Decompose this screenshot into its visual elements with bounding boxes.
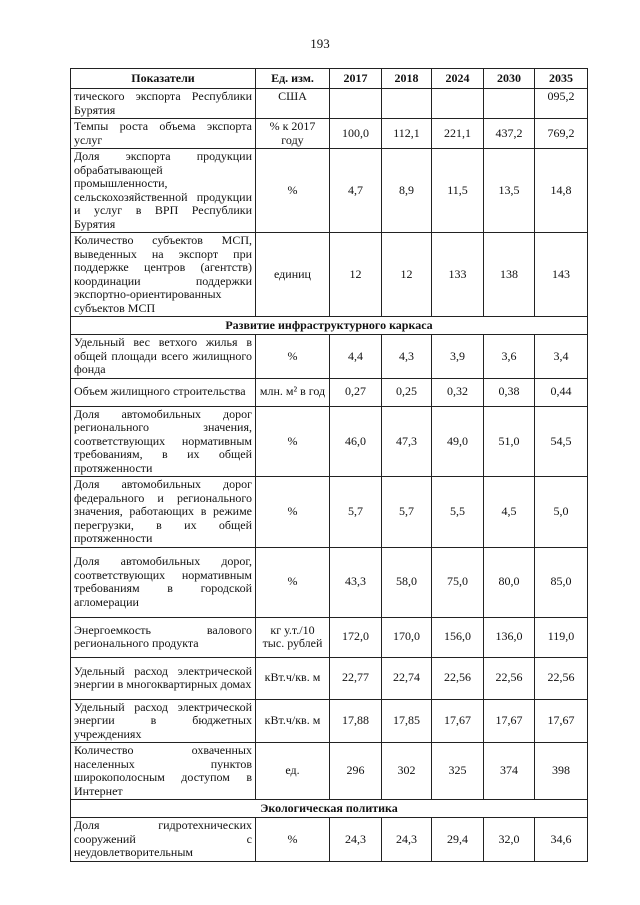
table-row: [71, 699, 588, 743]
column-header: Ед. изм.: [256, 69, 330, 89]
indicator-cell: тического экспорта Республики Бурятия: [71, 89, 256, 119]
value-cell: 325: [432, 743, 484, 800]
indicator-cell: Удельный расход электрической энергии в бюджетных учреждениях: [71, 699, 256, 743]
table-row: [71, 378, 588, 406]
value-cell: [432, 89, 484, 119]
unit-cell: кВт.ч/кв. м: [256, 657, 330, 699]
indicator-cell: Доля гидротехнических сооружений с неудовлетворительным: [71, 818, 256, 862]
value-cell: 85,0: [535, 547, 588, 617]
table-row: [71, 657, 588, 699]
indicator-cell: Количество субъектов МСП, выведенных на экспорт при поддержке центров (агентств) координации поддержки экспортно-ориентированных субъектов МСП: [71, 233, 256, 317]
unit-cell: %: [256, 149, 330, 233]
indicator-cell: Темпы роста объема экспорта услуг: [71, 119, 256, 149]
value-cell: 17,88: [330, 699, 382, 743]
section-title: Экологическая политика: [71, 800, 588, 818]
table-row: [71, 547, 588, 617]
section-row: [71, 800, 588, 818]
value-cell: 12: [382, 233, 432, 317]
value-cell: 32,0: [484, 818, 535, 862]
value-cell: 49,0: [432, 406, 484, 477]
value-cell: 3,9: [432, 335, 484, 379]
unit-cell: %: [256, 547, 330, 617]
value-cell: 51,0: [484, 406, 535, 477]
table-row: [71, 119, 588, 149]
indicator-cell: Энергоемкость валового регионального продукта: [71, 617, 256, 657]
value-cell: 0,27: [330, 378, 382, 406]
table-row: [71, 617, 588, 657]
value-cell: 437,2: [484, 119, 535, 149]
value-cell: 22,56: [484, 657, 535, 699]
value-cell: 29,4: [432, 818, 484, 862]
value-cell: 0,44: [535, 378, 588, 406]
section-row: [71, 317, 588, 335]
value-cell: 172,0: [330, 617, 382, 657]
indicators-table: [70, 68, 588, 862]
value-cell: 302: [382, 743, 432, 800]
value-cell: 22,77: [330, 657, 382, 699]
value-cell: 374: [484, 743, 535, 800]
value-cell: 58,0: [382, 547, 432, 617]
indicator-cell: Доля автомобильных дорог регионального значения, соответствующих нормативным требованиям, в их общей протяженности: [71, 406, 256, 477]
header-row: [71, 69, 588, 89]
value-cell: 296: [330, 743, 382, 800]
value-cell: 5,0: [535, 477, 588, 548]
value-cell: 22,56: [535, 657, 588, 699]
unit-cell: %: [256, 477, 330, 548]
table-header: [71, 69, 588, 89]
value-cell: 769,2: [535, 119, 588, 149]
table-row: [71, 149, 588, 233]
table-row: [71, 89, 588, 119]
indicator-cell: Количество охваченных населенных пунктов широкополосным доступом в Интернет: [71, 743, 256, 800]
value-cell: 17,85: [382, 699, 432, 743]
value-cell: 095,2: [535, 89, 588, 119]
indicator-cell: Удельный расход электрической энергии в многоквартирных домах: [71, 657, 256, 699]
unit-cell: единиц: [256, 233, 330, 317]
table-row: [71, 477, 588, 548]
value-cell: 3,6: [484, 335, 535, 379]
value-cell: 4,3: [382, 335, 432, 379]
unit-cell: %: [256, 818, 330, 862]
value-cell: 0,32: [432, 378, 484, 406]
value-cell: 138: [484, 233, 535, 317]
value-cell: 24,3: [330, 818, 382, 862]
column-header: 2017: [330, 69, 382, 89]
page-number: 193: [310, 36, 330, 51]
value-cell: [330, 89, 382, 119]
section-title: Развитие инфраструктурного каркаса: [71, 317, 588, 335]
table-row: [71, 743, 588, 800]
value-cell: 136,0: [484, 617, 535, 657]
table-row: [71, 818, 588, 862]
column-header: Показатели: [71, 69, 256, 89]
value-cell: 5,7: [330, 477, 382, 548]
value-cell: 398: [535, 743, 588, 800]
table-body: [71, 89, 588, 862]
value-cell: 112,1: [382, 119, 432, 149]
table-row: [71, 406, 588, 477]
value-cell: 11,5: [432, 149, 484, 233]
value-cell: 22,74: [382, 657, 432, 699]
column-header: 2024: [432, 69, 484, 89]
value-cell: 221,1: [432, 119, 484, 149]
value-cell: 0,25: [382, 378, 432, 406]
table-row: [71, 233, 588, 317]
value-cell: 133: [432, 233, 484, 317]
value-cell: 4,7: [330, 149, 382, 233]
unit-cell: %: [256, 335, 330, 379]
unit-cell: кВт.ч/кв. м: [256, 699, 330, 743]
indicator-cell: Доля экспорта продукции обрабатывающей промышленности, сельскохозяйственной продукции и услуг в ВРП Республики Бурятия: [71, 149, 256, 233]
column-header: 2030: [484, 69, 535, 89]
unit-cell: США: [256, 89, 330, 119]
value-cell: [484, 89, 535, 119]
value-cell: 4,5: [484, 477, 535, 548]
table-row: [71, 335, 588, 379]
value-cell: 34,6: [535, 818, 588, 862]
value-cell: 5,5: [432, 477, 484, 548]
indicator-cell: Доля автомобильных дорог, соответствующих нормативным требованиям в городской агломерации: [71, 547, 256, 617]
value-cell: 119,0: [535, 617, 588, 657]
value-cell: 5,7: [382, 477, 432, 548]
value-cell: 13,5: [484, 149, 535, 233]
value-cell: 0,38: [484, 378, 535, 406]
value-cell: 46,0: [330, 406, 382, 477]
value-cell: 24,3: [382, 818, 432, 862]
indicator-cell: Доля автомобильных дорог федерального и регионального значения, работающих в режиме перегрузки, в их общей протяженности: [71, 477, 256, 548]
value-cell: 12: [330, 233, 382, 317]
value-cell: 170,0: [382, 617, 432, 657]
value-cell: 80,0: [484, 547, 535, 617]
value-cell: 17,67: [484, 699, 535, 743]
value-cell: 3,4: [535, 335, 588, 379]
value-cell: 17,67: [535, 699, 588, 743]
unit-cell: %: [256, 406, 330, 477]
indicator-cell: Объем жилищного строительства: [71, 378, 256, 406]
value-cell: 4,4: [330, 335, 382, 379]
value-cell: 8,9: [382, 149, 432, 233]
value-cell: 43,3: [330, 547, 382, 617]
unit-cell: млн. м² в год: [256, 378, 330, 406]
value-cell: [382, 89, 432, 119]
value-cell: 47,3: [382, 406, 432, 477]
column-header: 2035: [535, 69, 588, 89]
value-cell: 22,56: [432, 657, 484, 699]
indicator-cell: Удельный вес ветхого жилья в общей площади всего жилищного фонда: [71, 335, 256, 379]
unit-cell: ед.: [256, 743, 330, 800]
value-cell: 100,0: [330, 119, 382, 149]
unit-cell: % к 2017 году: [256, 119, 330, 149]
value-cell: 54,5: [535, 406, 588, 477]
value-cell: 17,67: [432, 699, 484, 743]
value-cell: 156,0: [432, 617, 484, 657]
unit-cell: кг у.т./10 тыс. рублей: [256, 617, 330, 657]
value-cell: 143: [535, 233, 588, 317]
value-cell: 14,8: [535, 149, 588, 233]
column-header: 2018: [382, 69, 432, 89]
value-cell: 75,0: [432, 547, 484, 617]
